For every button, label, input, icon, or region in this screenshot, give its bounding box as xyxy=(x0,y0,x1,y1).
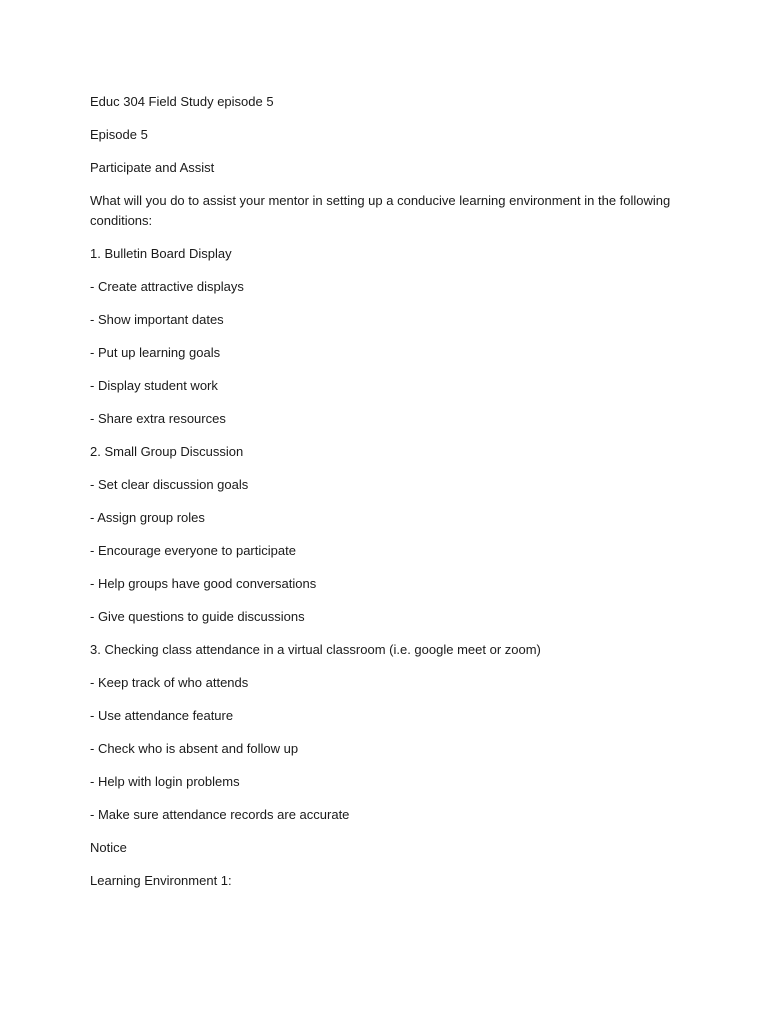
document-title: Educ 304 Field Study episode 5 xyxy=(90,94,274,109)
document-body xyxy=(90,92,680,904)
list-item: - Assign group roles xyxy=(90,510,205,525)
list-item: - Make sure attendance records are accurate xyxy=(90,807,350,822)
list-item: - Create attractive displays xyxy=(90,279,244,294)
condition-heading-2: 2. Small Group Discussion xyxy=(90,444,244,459)
question-text: What will you do to assist your mentor in setting up a conducive learning environment in the following conditions: xyxy=(90,193,671,228)
list-item: - Set clear discussion goals xyxy=(90,477,249,492)
list-item: - Encourage everyone to participate xyxy=(90,543,296,558)
list-item: - Display student work xyxy=(90,378,218,393)
list-item: - Give questions to guide discussions xyxy=(90,609,305,624)
condition-heading-3: 3. Checking class attendance in a virtual classroom (i.e. google meet or zoom) xyxy=(90,642,541,657)
list-item: - Put up learning goals xyxy=(90,345,221,360)
list-item: - Help with login problems xyxy=(90,774,240,789)
section-heading: Participate and Assist xyxy=(90,160,215,175)
list-item: - Help groups have good conversations xyxy=(90,576,317,591)
list-item: - Use attendance feature xyxy=(90,708,234,723)
list-item: - Keep track of who attends xyxy=(90,675,249,690)
learning-environment-heading: Learning Environment 1: xyxy=(90,873,232,888)
list-item: - Show important dates xyxy=(90,312,224,327)
condition-heading-1: 1. Bulletin Board Display xyxy=(90,246,232,261)
episode-heading: Episode 5 xyxy=(90,127,148,142)
list-item: - Share extra resources xyxy=(90,411,226,426)
list-item: - Check who is absent and follow up xyxy=(90,741,299,756)
notice-heading: Notice xyxy=(90,840,127,855)
